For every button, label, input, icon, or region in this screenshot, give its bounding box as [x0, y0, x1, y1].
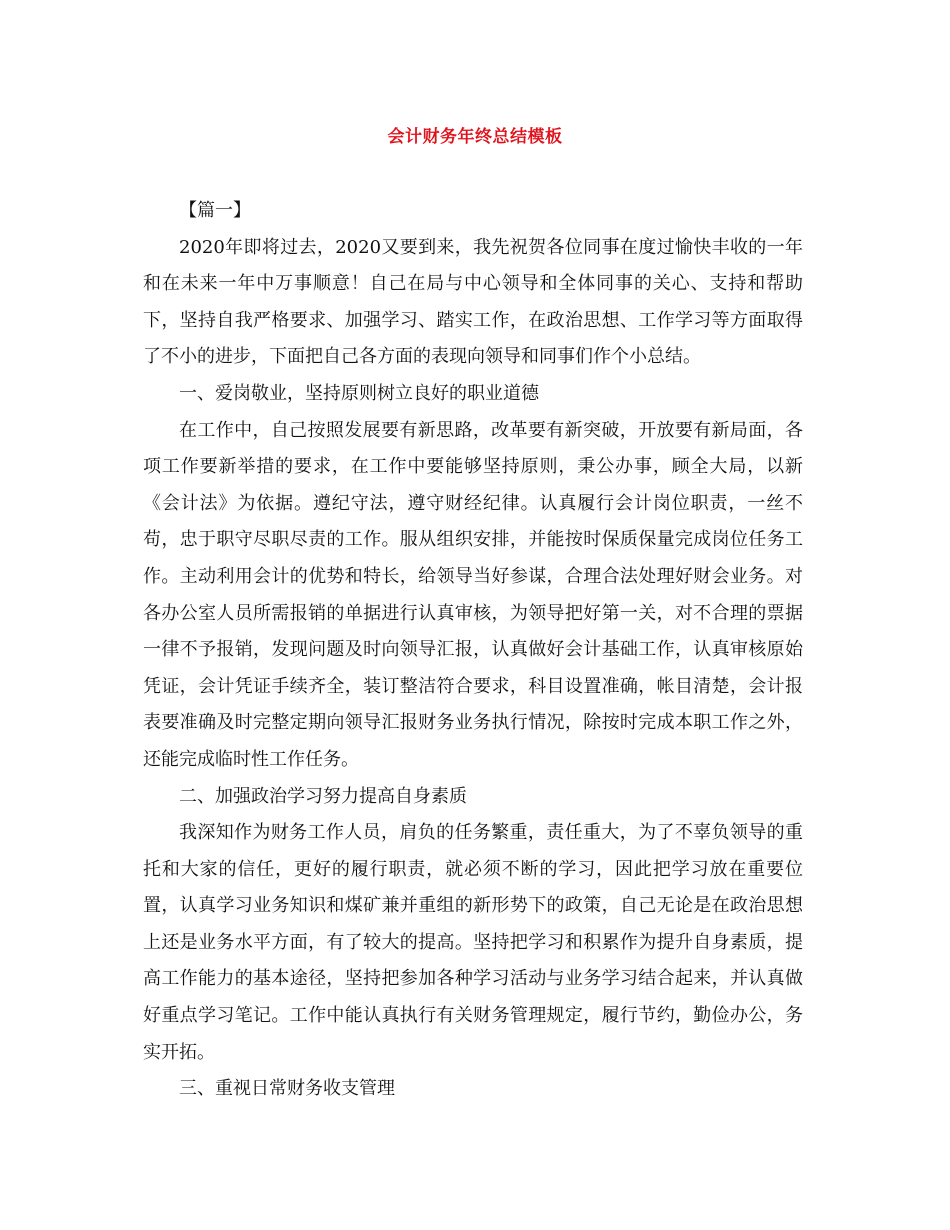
- document-body: [143, 193, 803, 1108]
- intro-paragraph: 2020年即将过去，2020又要到来，我先祝贺各位同事在度过愉快丰收的一年和在未来一年中万事顺意！自己在局与中心领导和全体同事的关心、支持和帮助下，坚持自我严格要求、加强学习、踏实工作，在政治思想、工作学习等方面取得了不小的进步，下面把自己各方面的表现向领导和同事们作个小总结。: [143, 236, 803, 368]
- section-label: 【篇一】: [179, 200, 251, 221]
- heading-one: 一、爱岗敬业，坚持原则树立良好的职业道德: [179, 382, 539, 404]
- paragraph-one: 在工作中，自己按照发展要有新思路，改革要有新突破，开放要有新局面，各项工作要新举措的要求，在工作中要能够坚持原则，秉公办事，顾全大局，以新《会计法》为依据。遵纪守法，遵守财经纪律。认真履行会计岗位职责，一丝不苟，忠于职守尽职尽责的工作。服从组织安排，并能按时保质保量完成岗位任务工作。主动利用会计的优势和特长，给领导当好参谋，合理合法处理好财会业务。对各办公室人员所需报销的单据进行认真审核，为领导把好第一关，对不合理的票据一律不予报销，发现问题及时向领导汇报，认真做好会计基础工作，认真审核原始凭证，会计凭证手续齐全，装订整洁符合要求，科目设置准确，帐目清楚，会计报表要准确及时完整定期向领导汇报财务业务执行情况，除按时完成本职工作之外，还能完成临时性工作任务。: [143, 419, 803, 770]
- heading-three: 三、重视日常财务收支管理: [179, 1078, 395, 1100]
- document-title: 会计财务年终总结模板: [387, 127, 563, 147]
- paragraph-two: 我深知作为财务工作人员，肩负的任务繁重，责任重大，为了不辜负领导的重托和大家的信任，更好的履行职责，就必须不断的学习，因此把学习放在重要位置，认真学习业务知识和煤矿兼并重组的新形势下的政策，自己无论是在政治思想上还是业务水平方面，有了较大的提高。坚持把学习和积累作为提升自身素质，提高工作能力的基本途径，坚持把参加各种学习活动与业务学习结合起来，并认真做好重点学习笔记。工作中能认真执行有关财务管理规定，履行节约，勤俭办公，务实开拓。: [143, 822, 803, 1063]
- heading-two: 二、加强政治学习努力提高自身素质: [179, 785, 467, 807]
